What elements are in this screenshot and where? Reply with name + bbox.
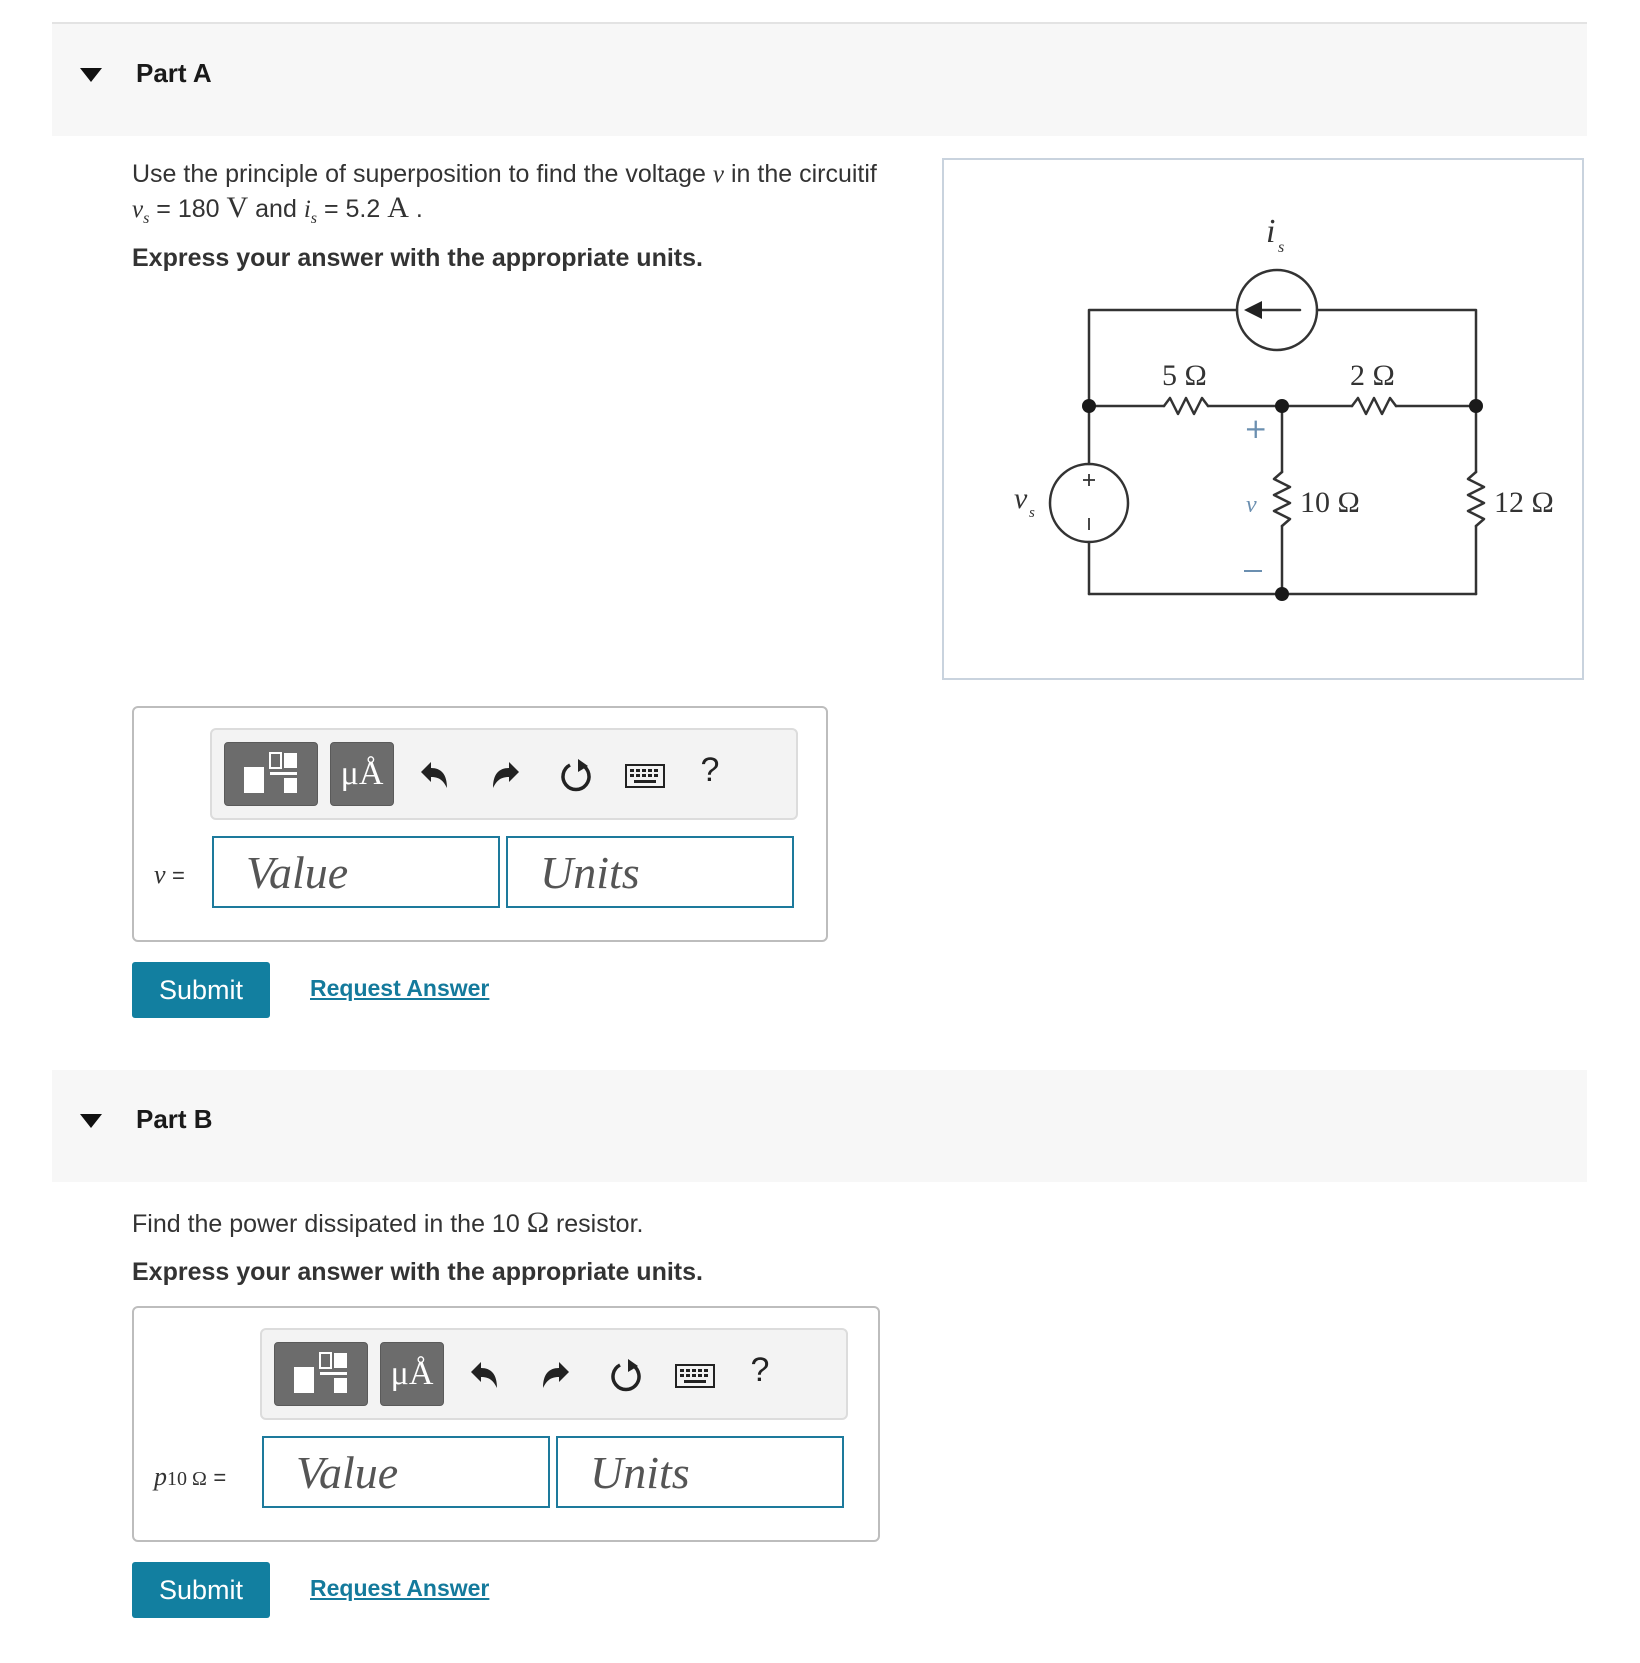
part-a-instruction: Express your answer with the appropriate units. — [132, 244, 703, 272]
voltage-variable: v — [712, 161, 725, 188]
v-plus-sign: + — [1244, 412, 1268, 445]
part-b-answer-label: p10 Ω = — [154, 1462, 227, 1491]
part-a-value-input[interactable]: Value — [212, 836, 500, 908]
part-b-prompt: Find the power dissipated in the 10 Ω resistor. — [132, 1206, 644, 1239]
resistor-12-ohm — [1468, 472, 1484, 526]
wire-top-right — [1317, 310, 1476, 406]
part-b-title: Part B — [136, 1104, 213, 1134]
part-a-submit-button[interactable]: Submit — [132, 962, 270, 1018]
node-right — [1469, 399, 1483, 413]
units-button[interactable]: μÅ — [330, 742, 394, 806]
is-symbol: i — [303, 196, 311, 223]
help-button[interactable]: ? — [750, 1350, 770, 1389]
part-a-toolbar — [210, 728, 798, 820]
vs-symbol: v — [132, 196, 144, 223]
v-label: v — [1246, 492, 1257, 518]
part-a-answer-label: v = — [154, 860, 185, 889]
resistor-5-ohm — [1164, 398, 1208, 414]
circuit-diagram — [944, 160, 1582, 678]
current-arrow-head-icon — [1244, 301, 1262, 319]
part-a-prompt: Use the principle of superposition to find the voltage v in the circuitif $v_s = 180$ V and $i_s = 5.2$ A . — [132, 160, 877, 227]
part-a-title: Part A — [136, 58, 212, 88]
r3-label: 10 Ω — [1300, 486, 1360, 519]
keyboard-icon[interactable] — [622, 756, 668, 796]
svg-text:s: s — [1278, 239, 1285, 256]
templates-icon — [240, 749, 302, 799]
part-a-units-input[interactable]: Units — [506, 836, 794, 908]
help-button[interactable]: ? — [700, 750, 720, 789]
resistor-2-ohm — [1352, 398, 1396, 414]
part-a-request-answer-link[interactable]: Request Answer — [310, 975, 490, 1001]
circuit-figure — [942, 158, 1584, 680]
r2-label: 2 Ω — [1350, 359, 1395, 392]
part-b-request-answer-link[interactable]: Request Answer — [310, 1575, 490, 1601]
reset-icon[interactable] — [606, 1356, 646, 1396]
part-b-toolbar — [260, 1328, 848, 1420]
redo-icon[interactable] — [536, 1356, 576, 1396]
units-button[interactable]: μÅ — [380, 1342, 444, 1406]
node-center — [1275, 399, 1289, 413]
part-a-header[interactable] — [52, 24, 1587, 136]
part-b-value-input[interactable]: Value — [262, 1436, 550, 1508]
ohm-symbol: Ω — [526, 1206, 549, 1239]
redo-icon[interactable] — [486, 756, 526, 796]
node-left — [1082, 399, 1096, 413]
part-b-answer-box — [132, 1306, 880, 1542]
resistor-10-ohm — [1274, 472, 1290, 526]
is-unit: A — [387, 191, 409, 224]
current-source-label: i — [1266, 213, 1276, 250]
r4-label: 12 Ω — [1494, 486, 1554, 519]
part-b-header[interactable] — [52, 1070, 1587, 1182]
templates-button[interactable] — [274, 1342, 368, 1406]
collapse-caret-icon[interactable] — [80, 68, 102, 82]
reset-icon[interactable] — [556, 756, 596, 796]
node-bottom — [1275, 587, 1289, 601]
part-b-instruction: Express your answer with the appropriate units. — [132, 1258, 703, 1286]
part-b-units-input[interactable]: Units — [556, 1436, 844, 1508]
r1-label: 5 Ω — [1162, 359, 1207, 392]
voltage-source-label: v — [1014, 482, 1028, 515]
templates-button[interactable] — [224, 742, 318, 806]
undo-icon[interactable] — [464, 1356, 504, 1396]
keyboard-icon[interactable] — [672, 1356, 718, 1396]
undo-icon[interactable] — [414, 756, 454, 796]
part-b-submit-button[interactable]: Submit — [132, 1562, 270, 1618]
part-a-answer-box — [132, 706, 828, 942]
vs-unit: V — [226, 191, 249, 224]
collapse-caret-icon[interactable] — [80, 1114, 102, 1128]
svg-text:s: s — [1029, 505, 1035, 521]
templates-icon — [290, 1349, 352, 1399]
